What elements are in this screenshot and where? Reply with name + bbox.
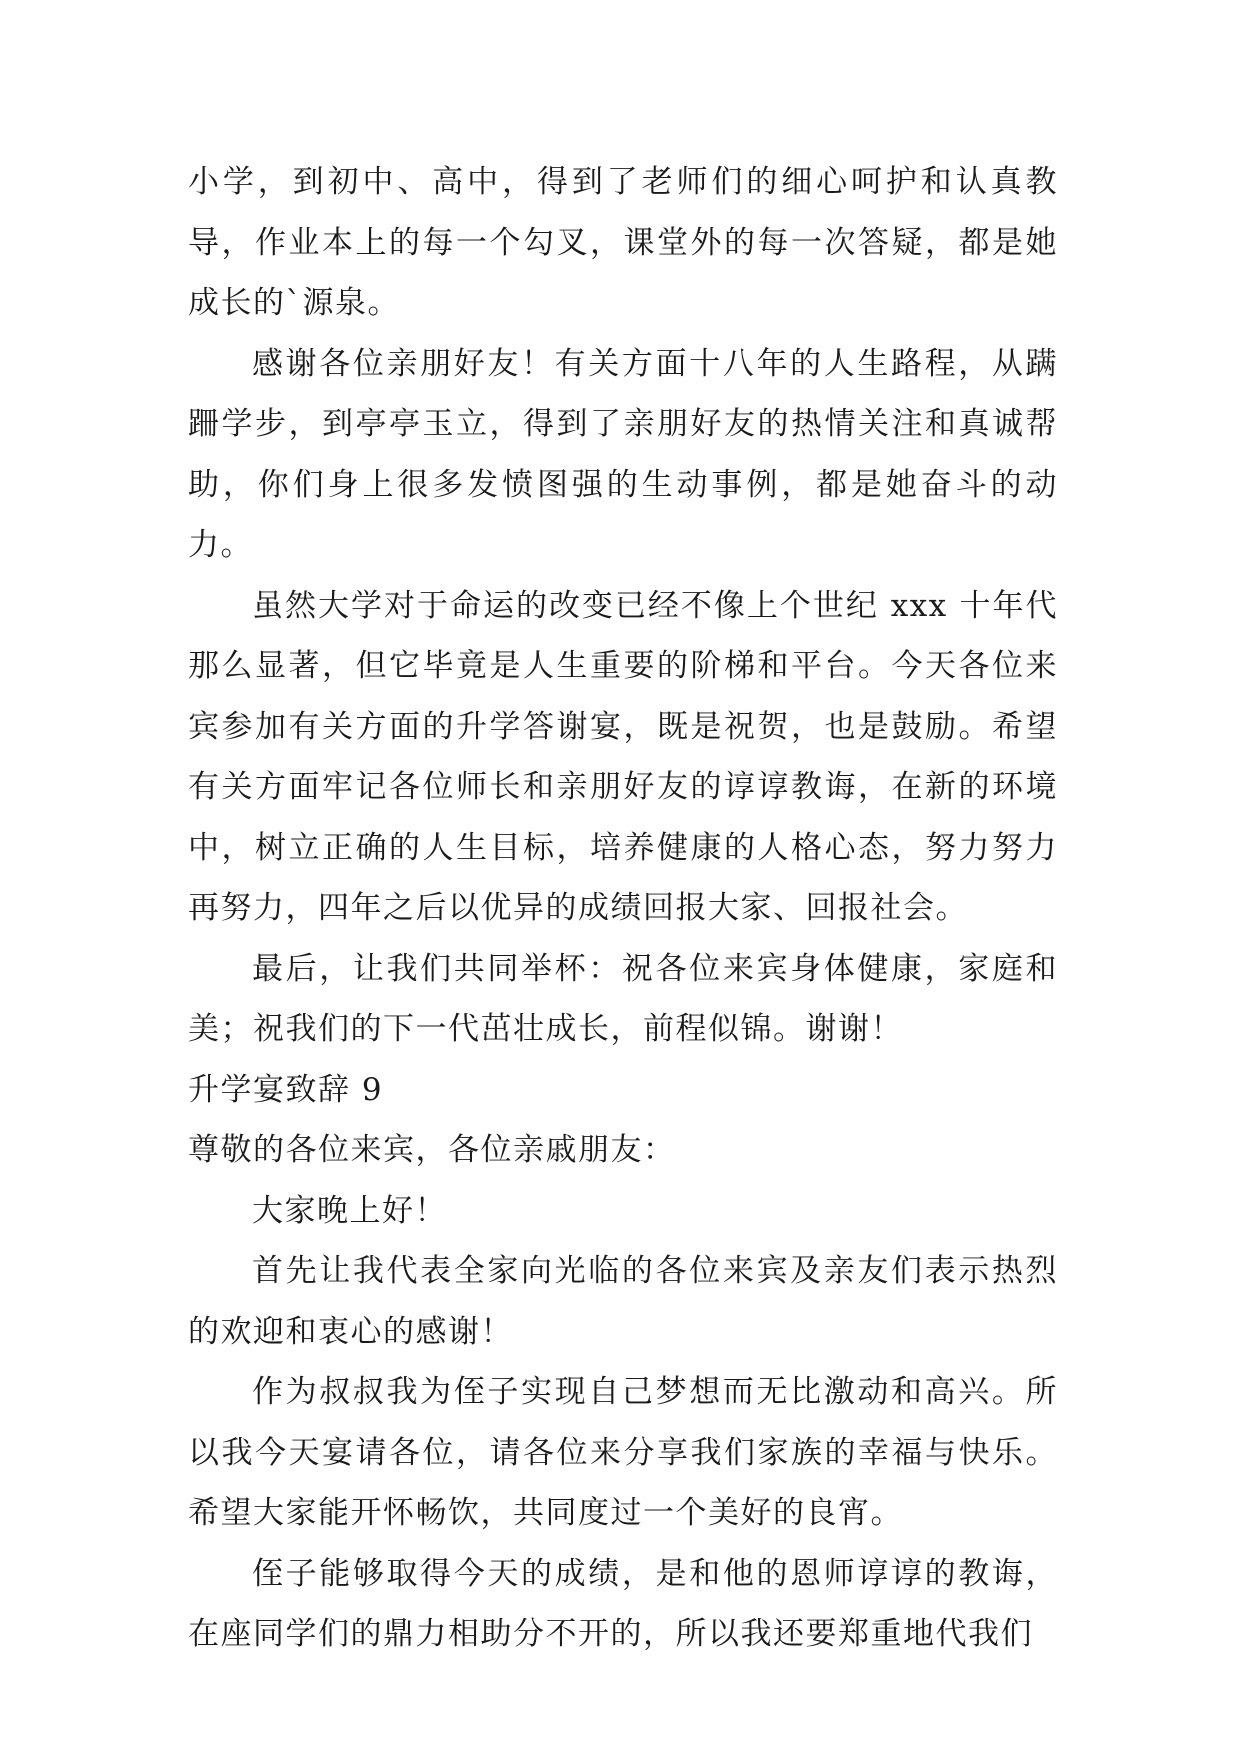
paragraph-2: 感谢各位亲朋好友！有关方面十八年的人生路程，从蹒跚学步，到亭亭玉立，得到了亲朋好友的热情关注和真诚帮助，你们身上很多发愤图强的生动事例，都是她奋斗的动力。 xyxy=(188,345,1058,563)
paragraph-3: 虽然大学对于命运的改变已经不像上个世纪 xxx 十年代那么显著，但它毕竟是人生重要的阶梯和平台。今天各位来宾参加有关方面的升学答谢宴，既是祝贺，也是鼓励。希望有关方面牢记各位师长和亲朋好友的谆谆教诲，在新的环境中，树立正确的人生目标，培养健康的人格心态，努力努力再努力，四年之后以优异的成绩回报大家、回报社会。 xyxy=(188,587,1058,926)
paragraph-1: 小学，到初中、高中，得到了老师们的细心呵护和认真教导，作业本上的每一个勾叉，课堂外的每一次答疑，都是她成长的`源泉。 xyxy=(188,164,1058,321)
salutation: 尊敬的各位来宾，各位亲戚朋友： xyxy=(188,1132,676,1168)
document-body xyxy=(188,152,1058,1665)
paragraph-6: 作为叔叔我为侄子实现自己梦想而无比激动和高兴。所以我今天宴请各位，请各位来分享我们家族的幸福与快乐。希望大家能开怀畅饮，共同度过一个美好的良宵。 xyxy=(188,1374,1058,1531)
section-heading: 升学宴致辞 9 xyxy=(188,1071,384,1108)
greeting: 大家晚上好！ xyxy=(252,1192,447,1229)
paragraph-4: 最后，让我们共同举杯：祝各位来宾身体健康，家庭和美；祝我们的下一代茁壮成长，前程似锦。谢谢！ xyxy=(188,950,1058,1047)
paragraph-7: 侄子能够取得今天的成绩，是和他的恩师谆谆的教诲，在座同学们的鼎力相助分不开的，所以我还要郑重地代我们 xyxy=(188,1555,1058,1652)
paragraph-5: 首先让我代表全家向光临的各位来宾及亲友们表示热烈的欢迎和衷心的感谢！ xyxy=(188,1253,1058,1350)
